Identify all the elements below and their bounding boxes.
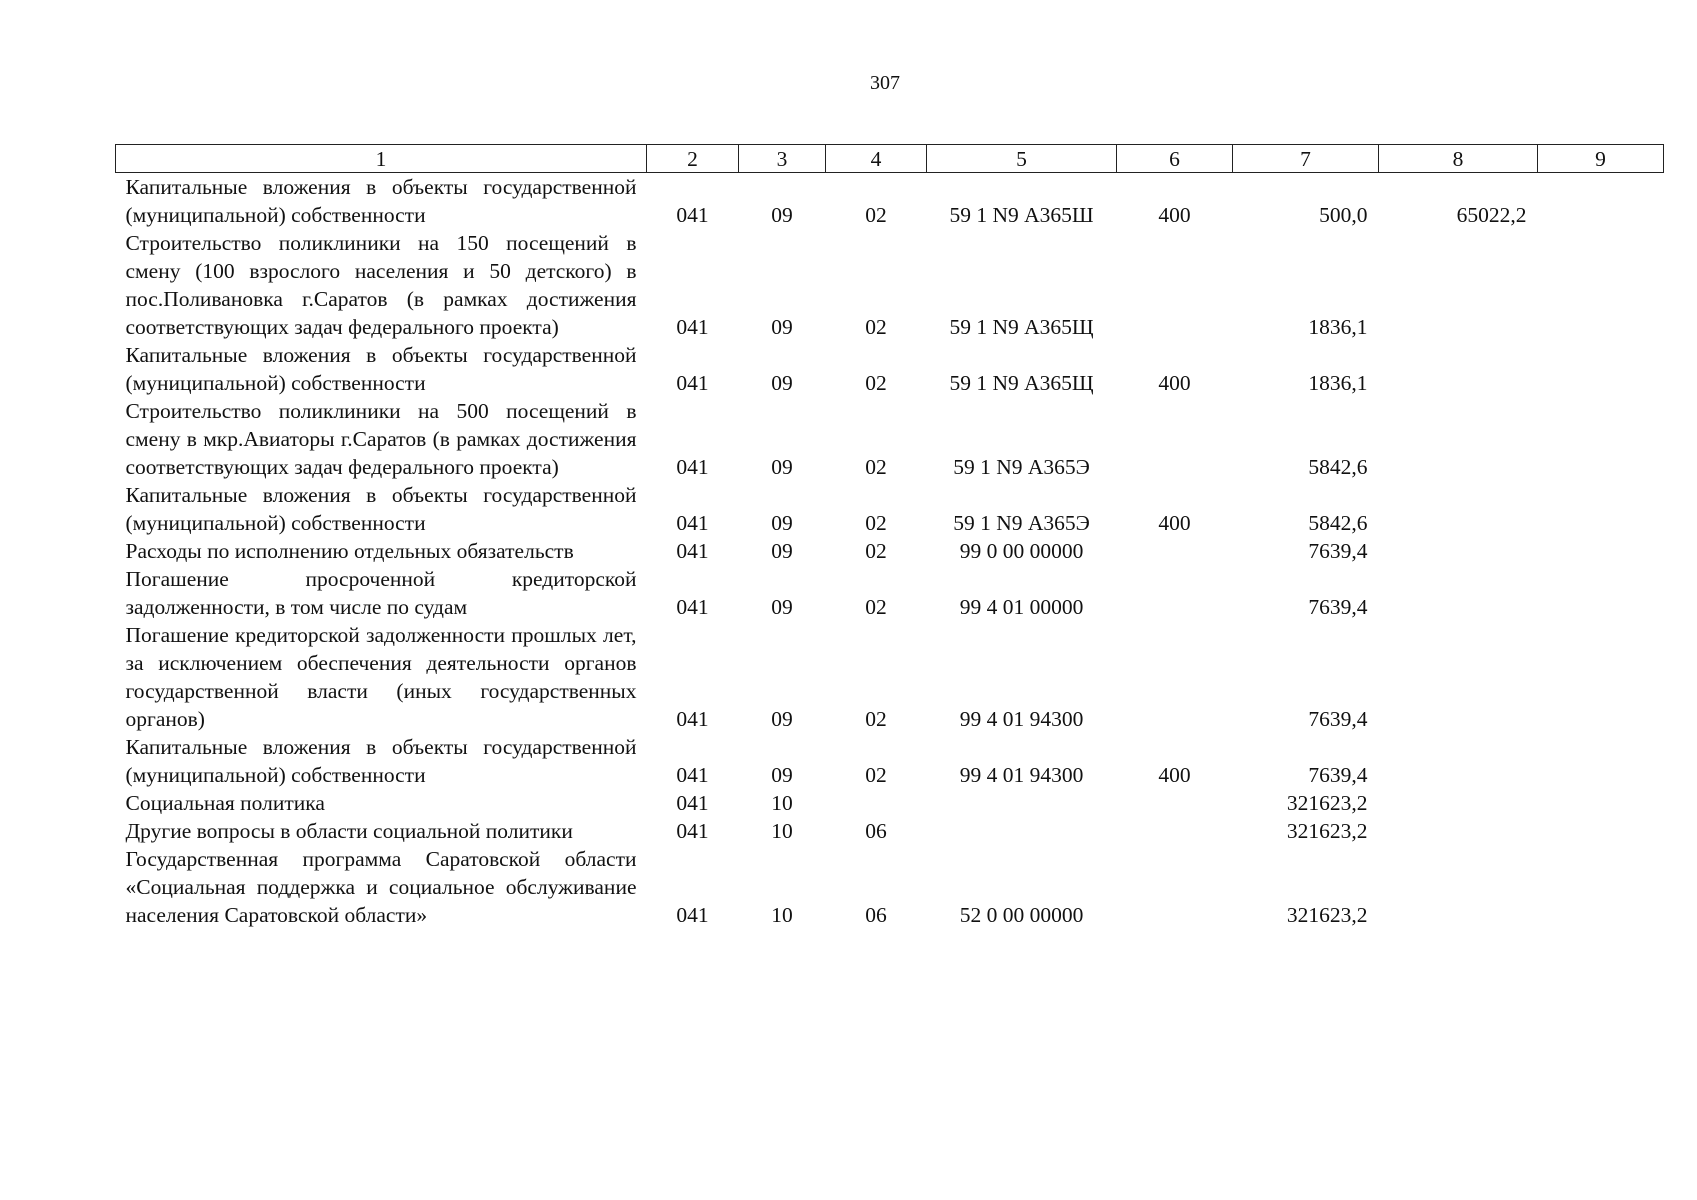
col-4-cell: 06: [865, 819, 887, 843]
col-4-cell: 02: [865, 455, 887, 479]
col-5-code: 99 4 01 00000: [959, 595, 1084, 619]
col-6-cell: 400: [1158, 371, 1191, 395]
col-3-cell: 09: [771, 763, 793, 787]
row-description: Строительство поликлиники на 500 посещений в смену в мкр.Авиаторы г.Саратов (в рамках достижения соответствующих задач федерального проекта): [125, 399, 637, 479]
col-2-cell: 041: [676, 539, 709, 563]
col-2-cell: 041: [676, 511, 709, 535]
col-9-cell: [1538, 565, 1664, 621]
table-row: [116, 733, 1664, 789]
col-9-cell: [1538, 621, 1664, 733]
col-6-cell: [1117, 845, 1233, 929]
col-9-cell: [1538, 173, 1664, 230]
col-3-cell: 10: [771, 791, 793, 815]
header-col-6: 6: [1117, 145, 1233, 173]
table-row: [116, 173, 1664, 230]
page-number: 307: [870, 72, 900, 94]
col-2-cell: 041: [676, 455, 709, 479]
col-7-amount: 5842,6: [1308, 455, 1368, 479]
col-4-cell: 02: [865, 595, 887, 619]
col-8-amount: [1379, 537, 1538, 565]
row-description: Капитальные вложения в объекты государственной (муниципальной) собственности: [125, 483, 637, 535]
col-6-cell: [1117, 565, 1233, 621]
row-description: Социальная политика: [125, 791, 325, 815]
row-description: Погашение просроченной кредиторской задолженности, в том числе по судам: [125, 567, 637, 619]
col-6-cell: 400: [1158, 763, 1191, 787]
row-description: Капитальные вложения в объекты государственной (муниципальной) собственности: [125, 343, 637, 395]
col-5-code: 59 1 N9 А365Щ: [949, 371, 1094, 395]
row-description: Расходы по исполнению отдельных обязательств: [125, 539, 574, 563]
table-body: [116, 173, 1664, 930]
col-4-cell: 02: [865, 371, 887, 395]
header-col-2: 2: [647, 145, 739, 173]
col-3-cell: 09: [771, 203, 793, 227]
table-row: [116, 621, 1664, 733]
col-5-code: 59 1 N9 А365Э: [953, 511, 1090, 535]
col-2-cell: 041: [676, 819, 709, 843]
col-6-cell: [1117, 789, 1233, 817]
col-9-cell: [1538, 733, 1664, 789]
col-3-cell: 09: [771, 511, 793, 535]
table-row: [116, 481, 1664, 537]
col-6-cell: 400: [1158, 203, 1191, 227]
col-8-amount: [1379, 733, 1538, 789]
col-3-cell: 10: [771, 903, 793, 927]
col-4-cell: 02: [865, 511, 887, 535]
row-description: Государственная программа Саратовской области «Социальная поддержка и социальное обслуживание населения Саратовской области»: [125, 847, 637, 927]
col-6-cell: [1117, 229, 1233, 341]
col-2-cell: 041: [676, 595, 709, 619]
col-7-amount: 321623,2: [1286, 819, 1368, 843]
col-2-cell: 041: [676, 707, 709, 731]
col-5-code: 99 4 01 94300: [959, 763, 1084, 787]
col-5-code: 59 1 N9 А365Ш: [949, 203, 1094, 227]
col-7-amount: 7639,4: [1308, 539, 1368, 563]
col-3-cell: 09: [771, 539, 793, 563]
col-2-cell: 041: [676, 763, 709, 787]
table-row: [116, 229, 1664, 341]
col-7-amount: 321623,2: [1286, 791, 1368, 815]
col-3-cell: 09: [771, 707, 793, 731]
col-8-amount: [1379, 229, 1538, 341]
header-col-8: 8: [1379, 145, 1538, 173]
row-description: Капитальные вложения в объекты государственной (муниципальной) собственности: [125, 175, 637, 227]
col-8-amount: 65022,2: [1456, 203, 1527, 227]
col-7-amount: 500,0: [1319, 203, 1368, 227]
row-description: Строительство поликлиники на 150 посещений в смену (100 взрослого населения и 50 детского) в пос.Поливановка г.Саратов (в рамках достижения соответствующих задач федерального проекта): [125, 231, 637, 339]
col-5-code: [927, 789, 1117, 817]
col-9-cell: [1538, 397, 1664, 481]
col-4-cell: 02: [865, 315, 887, 339]
header-col-1: 1: [116, 145, 647, 173]
col-4-cell: [826, 789, 927, 817]
row-description: Другие вопросы в области социальной политики: [125, 819, 573, 843]
col-4-cell: 02: [865, 203, 887, 227]
col-7-amount: 321623,2: [1286, 903, 1368, 927]
header-col-5: 5: [927, 145, 1117, 173]
col-9-cell: [1538, 537, 1664, 565]
col-4-cell: 06: [865, 903, 887, 927]
col-8-amount: [1379, 845, 1538, 929]
col-3-cell: 09: [771, 371, 793, 395]
col-5-code: 99 0 00 00000: [959, 539, 1084, 563]
col-4-cell: 02: [865, 763, 887, 787]
col-7-amount: 7639,4: [1308, 595, 1368, 619]
col-3-cell: 10: [771, 819, 793, 843]
col-6-cell: 400: [1158, 511, 1191, 535]
header-col-4: 4: [826, 145, 927, 173]
col-8-amount: [1379, 817, 1538, 845]
header-col-9: 9: [1538, 145, 1664, 173]
col-6-cell: [1117, 621, 1233, 733]
table-row: [116, 817, 1664, 845]
col-6-cell: [1117, 537, 1233, 565]
col-5-code: 99 4 01 94300: [959, 707, 1084, 731]
col-8-amount: [1379, 341, 1538, 397]
col-6-cell: [1117, 397, 1233, 481]
col-7-amount: 1836,1: [1308, 315, 1368, 339]
col-4-cell: 02: [865, 707, 887, 731]
table-row: [116, 397, 1664, 481]
col-3-cell: 09: [771, 595, 793, 619]
table-row: [116, 341, 1664, 397]
col-9-cell: [1538, 845, 1664, 929]
budget-table: [115, 144, 1664, 929]
col-9-cell: [1538, 341, 1664, 397]
col-8-amount: [1379, 397, 1538, 481]
row-description: Погашение кредиторской задолженности прошлых лет, за исключением обеспечения деятельности органов государственной власти (иных государственных органов): [125, 623, 637, 731]
col-9-cell: [1538, 229, 1664, 341]
col-7-amount: 5842,6: [1308, 511, 1368, 535]
col-5-code: 59 1 N9 А365Щ: [949, 315, 1094, 339]
col-8-amount: [1379, 565, 1538, 621]
col-7-amount: 7639,4: [1308, 763, 1368, 787]
row-description: Капитальные вложения в объекты государственной (муниципальной) собственности: [125, 735, 637, 787]
table-row: [116, 789, 1664, 817]
table-row: [116, 537, 1664, 565]
col-4-cell: 02: [865, 539, 887, 563]
col-3-cell: 09: [771, 455, 793, 479]
header-col-7: 7: [1233, 145, 1379, 173]
col-5-code: 52 0 00 00000: [959, 903, 1084, 927]
col-9-cell: [1538, 789, 1664, 817]
col-7-amount: 7639,4: [1308, 707, 1368, 731]
col-2-cell: 041: [676, 203, 709, 227]
col-8-amount: [1379, 621, 1538, 733]
col-2-cell: 041: [676, 791, 709, 815]
header-row: [116, 145, 1664, 173]
table-row: [116, 845, 1664, 929]
col-9-cell: [1538, 817, 1664, 845]
col-2-cell: 041: [676, 315, 709, 339]
col-8-amount: [1379, 789, 1538, 817]
table-row: [116, 565, 1664, 621]
col-6-cell: [1117, 817, 1233, 845]
col-3-cell: 09: [771, 315, 793, 339]
col-2-cell: 041: [676, 903, 709, 927]
col-9-cell: [1538, 481, 1664, 537]
col-7-amount: 1836,1: [1308, 371, 1368, 395]
col-5-code: 59 1 N9 А365Э: [953, 455, 1090, 479]
col-8-amount: [1379, 481, 1538, 537]
header-col-3: 3: [739, 145, 826, 173]
col-5-code: [927, 817, 1117, 845]
table-header: [116, 145, 1664, 173]
col-2-cell: 041: [676, 371, 709, 395]
